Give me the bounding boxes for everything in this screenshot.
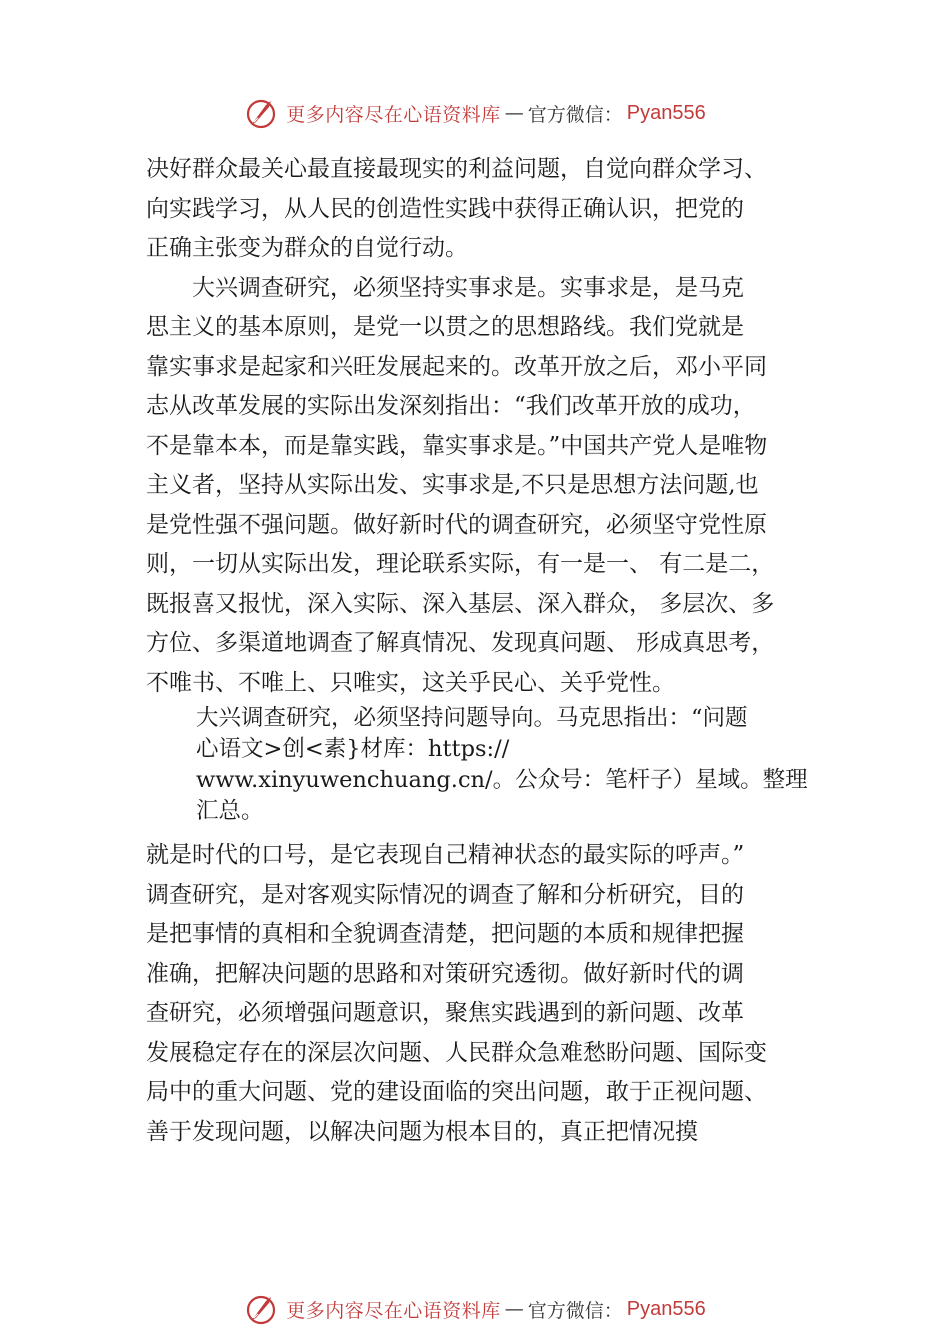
text-line: 决好群众最关心最直接最现实的利益问题，自觉向群众学习、	[146, 156, 767, 182]
text-line: 不唯书、不唯上、只唯实，这关乎民心、关乎党性。	[146, 669, 675, 696]
banner-wechat-id: Pyan556	[626, 1297, 706, 1320]
text-line: 准确，把解决问题的思路和对策研究透彻。做好新时代的调	[146, 960, 744, 987]
text-line: 思主义的基本原则，是党一以贯之的思想路线。我们党就是	[146, 314, 744, 340]
banner-title: 更多内容尽在心语资料库	[286, 103, 501, 126]
text-line: 志从改革发展的实际出发深刻指出：“我们改革开放的成功，	[146, 393, 756, 419]
banner-wechat-id: Pyan556	[626, 101, 706, 124]
text-line: 局中的重大问题、党的建设面临的突出问题，敢于正视问题、	[146, 1079, 767, 1105]
text-line: 靠实事求是起家和兴旺发展起来的。改革开放之后，邓小平同	[146, 353, 767, 380]
text-line: 善于发现问题，以解决问题为根本目的，真正把情况摸	[146, 1118, 698, 1145]
text-line: 既报喜又报忧，深入实际、深入基层、深入群众， 多层次、多	[146, 590, 775, 617]
footer-banner	[0, 1289, 950, 1329]
text-line: 正确主张变为群众的自觉行动。	[146, 235, 468, 261]
banner-wechat-label: 官方微信：	[527, 103, 623, 126]
text-line: 主义者，坚持从实际出发、实事求是,不只是思想方法问题,也	[146, 472, 759, 498]
text-line: 大兴调查研究，必须坚持实事求是。实事求是，是马克	[146, 274, 744, 301]
banner-dash: —	[504, 1298, 524, 1320]
text-line: 是党性强不强问题。做好新时代的调查研究，必须坚守党性原	[146, 511, 767, 538]
note-line: 大兴调查研究，必须坚持问题导向。马克思指出：“问题	[196, 705, 748, 731]
text-line: 向实践学习，从人民的创造性实践中获得正确认识，把党的	[146, 195, 744, 222]
text-line: 查研究，必须增强问题意识，聚焦实践遇到的新问题、改革	[146, 1000, 744, 1026]
note-line: www.xinyuwenchuang.cn/。公众号：笔杆子）星域。整理	[196, 767, 808, 793]
source-note	[146, 703, 836, 827]
text-line: 则，一切从实际出发，理论联系实际，有一是一、 有二是二，	[146, 551, 775, 577]
pen-logo-icon	[244, 95, 280, 131]
note-line: 汇总。	[196, 798, 264, 824]
pen-logo-icon	[244, 1291, 280, 1327]
note-line: 心语文>创<素}材库：https://	[196, 736, 510, 762]
text-line: 发展稳定存在的深层次问题、人民群众急难愁盼问题、国际变	[146, 1039, 767, 1066]
text-line: 调查研究，是对客观实际情况的调查了解和分析研究，目的	[146, 881, 744, 908]
banner-title: 更多内容尽在心语资料库	[286, 1299, 501, 1322]
text-line: 方位、多渠道地调查了解真情况、发现真问题、 形成真思考，	[146, 630, 775, 656]
text-line: 不是靠本本，而是靠实践，靠实事求是。”中国共产党人是唯物	[146, 432, 768, 459]
banner-wechat-label: 官方微信：	[527, 1299, 623, 1322]
header-banner	[0, 93, 950, 133]
text-line: 就是时代的口号，是它表现自己精神状态的最实际的呼声。”	[146, 842, 745, 868]
banner-dash: —	[504, 102, 524, 124]
document-body	[146, 150, 836, 1152]
text-line: 是把事情的真相和全貌调查清楚，把问题的本质和规律把握	[146, 921, 744, 947]
